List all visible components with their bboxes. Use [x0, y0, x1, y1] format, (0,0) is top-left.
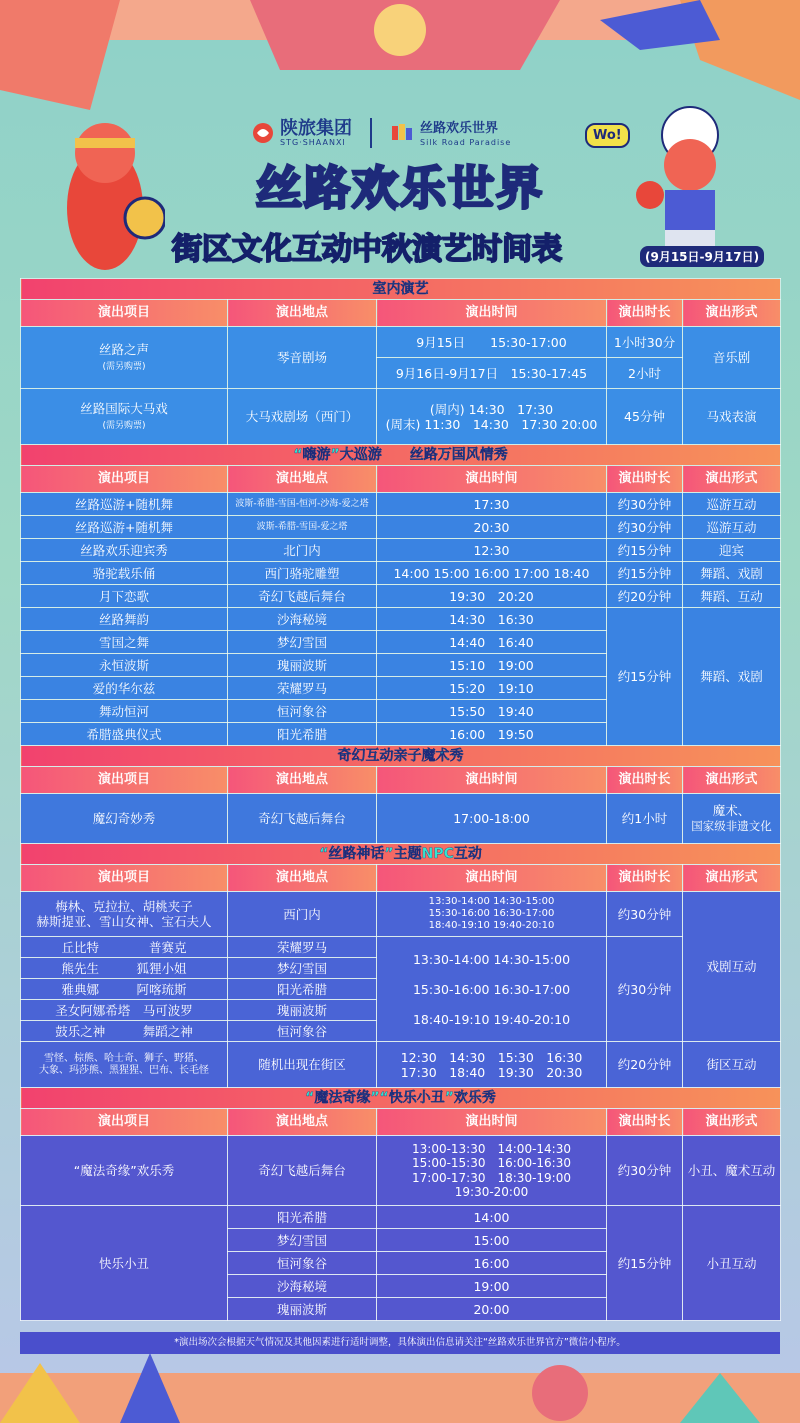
table-row: 瑰丽波斯 20:00 — [21, 1298, 781, 1321]
stg-logo-icon — [252, 122, 274, 144]
table-row: 舞动恒河 恒河象谷 15:50 19:40 — [21, 700, 781, 723]
table-row: 丝路巡游+随机舞 波斯-希腊-雪国-爱之塔 20:30 约30分钟 巡游互动 — [21, 516, 781, 539]
silkroad-name: 丝路欢乐世界 — [420, 120, 499, 136]
table-row: 月下恋歌 奇幻飞越后舞台 19:30 20:20 约20分钟 舞蹈、互动 — [21, 585, 781, 608]
table-row: 圣女阿娜希塔 马可波罗 瑰丽波斯 — [21, 1000, 781, 1021]
table-row — [21, 389, 781, 445]
stg-name: 陕旅集团 — [280, 117, 352, 139]
table-row: 恒河象谷 16:00 — [21, 1252, 781, 1275]
duration: 1小时30分 — [607, 327, 683, 358]
table-row: 梦幻雪国 15:00 — [21, 1229, 781, 1252]
table-header: 演出项目 演出地点 演出时间 演出时长 演出形式 — [21, 865, 781, 892]
venue: 琴音剧场 — [228, 327, 377, 389]
duration: 45分钟 — [607, 389, 683, 445]
section-title: 奇幻互动亲子魔术秀 — [21, 746, 781, 767]
table-row: 丝路舞韵 沙海秘境 14:30 16:30 约15分钟 舞蹈、戏剧 — [21, 608, 781, 631]
section-title: “魔法奇缘”“快乐小丑”欢乐秀 — [21, 1088, 781, 1109]
venue: 大马戏剧场（西门） — [228, 389, 377, 445]
section-title: 室内演艺 — [21, 279, 781, 300]
show-time: (周内) 14:30 17:30 (周末) 11:30 14:30 17:30 20:00 — [377, 389, 607, 445]
table-row — [21, 327, 781, 358]
show-name: 丝路国际大马戏 (需另购票) — [21, 389, 228, 445]
silkroad-sub: Silk Road Paradise — [420, 137, 512, 147]
table-row: 希腊盛典仪式 阳光希腊 16:00 19:50 — [21, 723, 781, 746]
duration: 2小时 — [607, 358, 683, 389]
show-name: 梅林、克拉拉、胡桃夹子 赫斯提亚、雪山女神、宝石夫人 — [21, 892, 228, 937]
section-title: “嗨游”大巡游 丝路万国风情秀 — [21, 445, 781, 466]
footer-note: *演出场次会根据天气情况及其他因素进行适时调整，具体演出信息请关注“丝路欢乐世界官方”微信小程序。 — [20, 1332, 780, 1354]
table-header: 演出项目 演出地点 演出时间 演出时长 演出形式 — [21, 1109, 781, 1136]
table-row: 爱的华尔兹 荣耀罗马 15:20 19:10 — [21, 677, 781, 700]
table-row: 雪国之舞 梦幻雪国 14:40 16:40 — [21, 631, 781, 654]
show-form: 魔术、 国家级非遗文化 — [683, 794, 781, 844]
table-row: 丘比特 普赛克 荣耀罗马 13:30-14:00 14:30-15:00 15:30-16:00 16:30-17:00 18:40-19:10 19:40-20:10 约30分钟 — [21, 937, 781, 958]
table-row: 雅典娜 阿喀琉斯 阳光希腊 — [21, 979, 781, 1000]
brand-divider — [370, 118, 372, 148]
table-row: 熊先生 狐狸小姐 梦幻雪国 — [21, 958, 781, 979]
table-row: 沙海秘境 19:00 — [21, 1275, 781, 1298]
table-header: 演出项目 演出地点 演出时间 演出时长 演出形式 — [21, 300, 781, 327]
table-row: 永恒波斯 瑰丽波斯 15:10 19:00 — [21, 654, 781, 677]
table-row: 梅林、克拉拉、胡桃夹子 赫斯提亚、雪山女神、宝石夫人 西门内 13:30-14:00 14:30-15:00 15:30-16:00 16:30-17:00 18:40-19:10 19:40-20:10 约30分钟 戏剧互动 — [21, 892, 781, 937]
silkroad-logo-icon — [390, 122, 414, 144]
show-time: 9月16日-9月17日 15:30-17:45 — [377, 358, 607, 389]
table-row: 雪怪、棕熊、哈士奇、狮子、野猪、 大象、玛莎熊、黑猩猩、巴布、长毛怪 随机出现在街区 12:30 14:30 15:30 16:30 17:30 18:40 19:30 20:30 约20分钟 街区互动 — [21, 1042, 781, 1088]
show-time: 13:30-14:00 14:30-15:00 15:30-16:00 16:30-17:00 18:40-19:10 19:40-20:10 — [377, 892, 607, 937]
stg-sub: STG·SHAANXI — [280, 137, 346, 147]
table-header: 演出项目 演出地点 演出时间 演出时长 演出形式 — [21, 466, 781, 493]
show-name: 丝路之声 (需另购票) — [21, 327, 228, 389]
table-row: 鼓乐之神 舞蹈之神 恒河象谷 — [21, 1021, 781, 1042]
section-title: “丝路神话”主题NPC互动 — [21, 844, 781, 865]
show-time: 9月15日 15:30-17:00 — [377, 327, 607, 358]
table-row: 骆驼载乐俑 西门骆驼雕塑 14:00 15:00 16:00 17:00 18:40 约15分钟 舞蹈、戏剧 — [21, 562, 781, 585]
show-form: 音乐剧 — [683, 327, 781, 389]
table-row: 丝路欢乐迎宾秀 北门内 12:30 约15分钟 迎宾 — [21, 539, 781, 562]
bottom-decoration — [0, 1353, 800, 1423]
stg-logo — [252, 117, 352, 147]
show-time: 13:00-13:30 14:00-14:30 15:00-15:30 16:00-16:30 17:00-17:30 18:30-19:00 19:30-20:00 — [377, 1136, 607, 1206]
show-time: 12:30 14:30 15:30 16:30 17:30 18:40 19:30 20:30 — [377, 1042, 607, 1088]
silkroad-logo — [390, 120, 511, 147]
brand-row — [252, 118, 511, 148]
table-row: 快乐小丑 阳光希腊 14:00 约15分钟 小丑互动 — [21, 1206, 781, 1229]
table-header: 演出项目 演出地点 演出时间 演出时长 演出形式 — [21, 767, 781, 794]
table-row: “魔法奇缘”欢乐秀 奇幻飞越后舞台 13:00-13:30 14:00-14:30 15:00-15:30 16:00-16:30 17:00-17:30 18:30-19:00 19:30-20:00 约30分钟 小丑、魔术互动 — [21, 1136, 781, 1206]
show-form: 马戏表演 — [683, 389, 781, 445]
show-name: 雪怪、棕熊、哈士奇、狮子、野猪、 大象、玛莎熊、黑猩猩、巴布、长毛怪 — [21, 1042, 228, 1088]
page-title: 丝路欢乐世界 — [256, 161, 544, 215]
wo-bubble: Wo! — [585, 123, 630, 148]
table-row: 丝路巡游+随机舞 波斯-希腊-雪国-恒河-沙海-爱之塔 17:30 约30分钟 巡游互动 — [21, 493, 781, 516]
schedule-table — [20, 278, 781, 1321]
table-row: 魔幻奇妙秀 奇幻飞越后舞台 17:00-18:00 约1小时 魔术、 国家级非遗文化 — [21, 794, 781, 844]
date-range: (9月15日-9月17日) — [640, 246, 764, 267]
show-time: 13:30-14:00 14:30-15:00 15:30-16:00 16:30-17:00 18:40-19:10 19:40-20:10 — [377, 937, 607, 1042]
page-subtitle: 街区文化互动中秋演艺时间表 — [172, 232, 562, 267]
